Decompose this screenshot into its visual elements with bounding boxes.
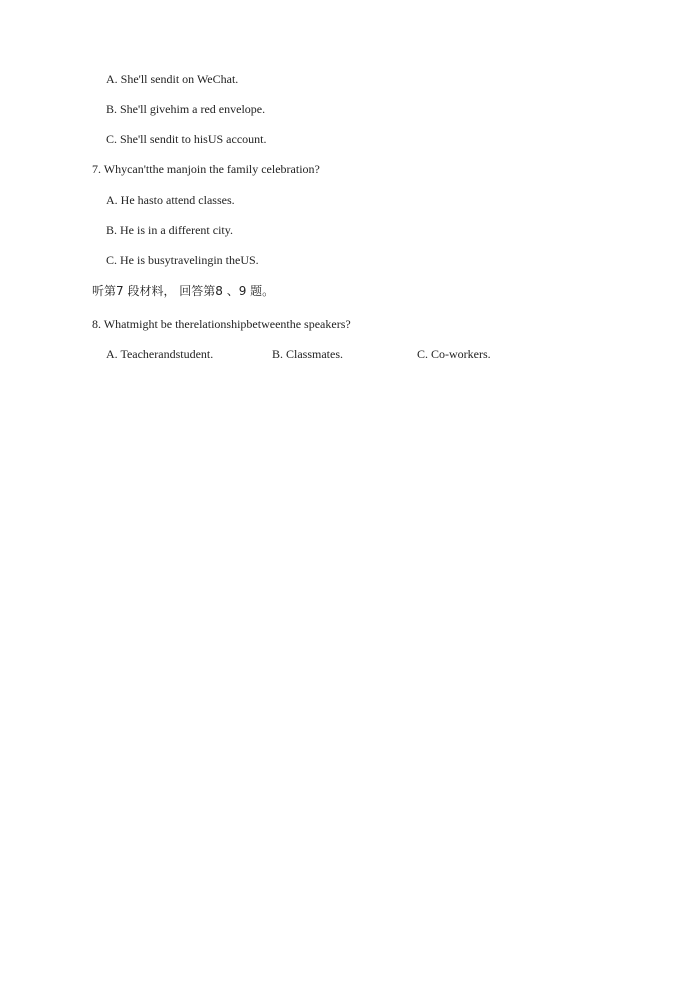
q6-option-c: C. She'll sendit to hisUS account. — [106, 132, 267, 146]
q6-option-a: A. She'll sendit on WeChat. — [106, 72, 239, 86]
q7-stem: 7. Whycan'tthe manjoin the family celebration? — [92, 162, 320, 176]
q6-option-b: B. She'll givehim a red envelope. — [106, 102, 266, 116]
q7-option-a: A. He hasto attend classes. — [106, 193, 235, 207]
section-instruction: 听第7 段材料， 回答第8 、9 题。 — [92, 284, 275, 298]
q7-option-c: C. He is busytravelingin theUS. — [106, 253, 259, 267]
q7-option-b: B. He is in a different city. — [106, 223, 233, 237]
q8-stem: 8. Whatmight be therelationshipbetweenthe speakers? — [92, 317, 351, 331]
q8-option-c: C. Co-workers. — [417, 347, 491, 361]
q8-option-b: B. Classmates. — [272, 347, 343, 361]
q8-option-a: A. Teacherandstudent. — [106, 347, 214, 361]
